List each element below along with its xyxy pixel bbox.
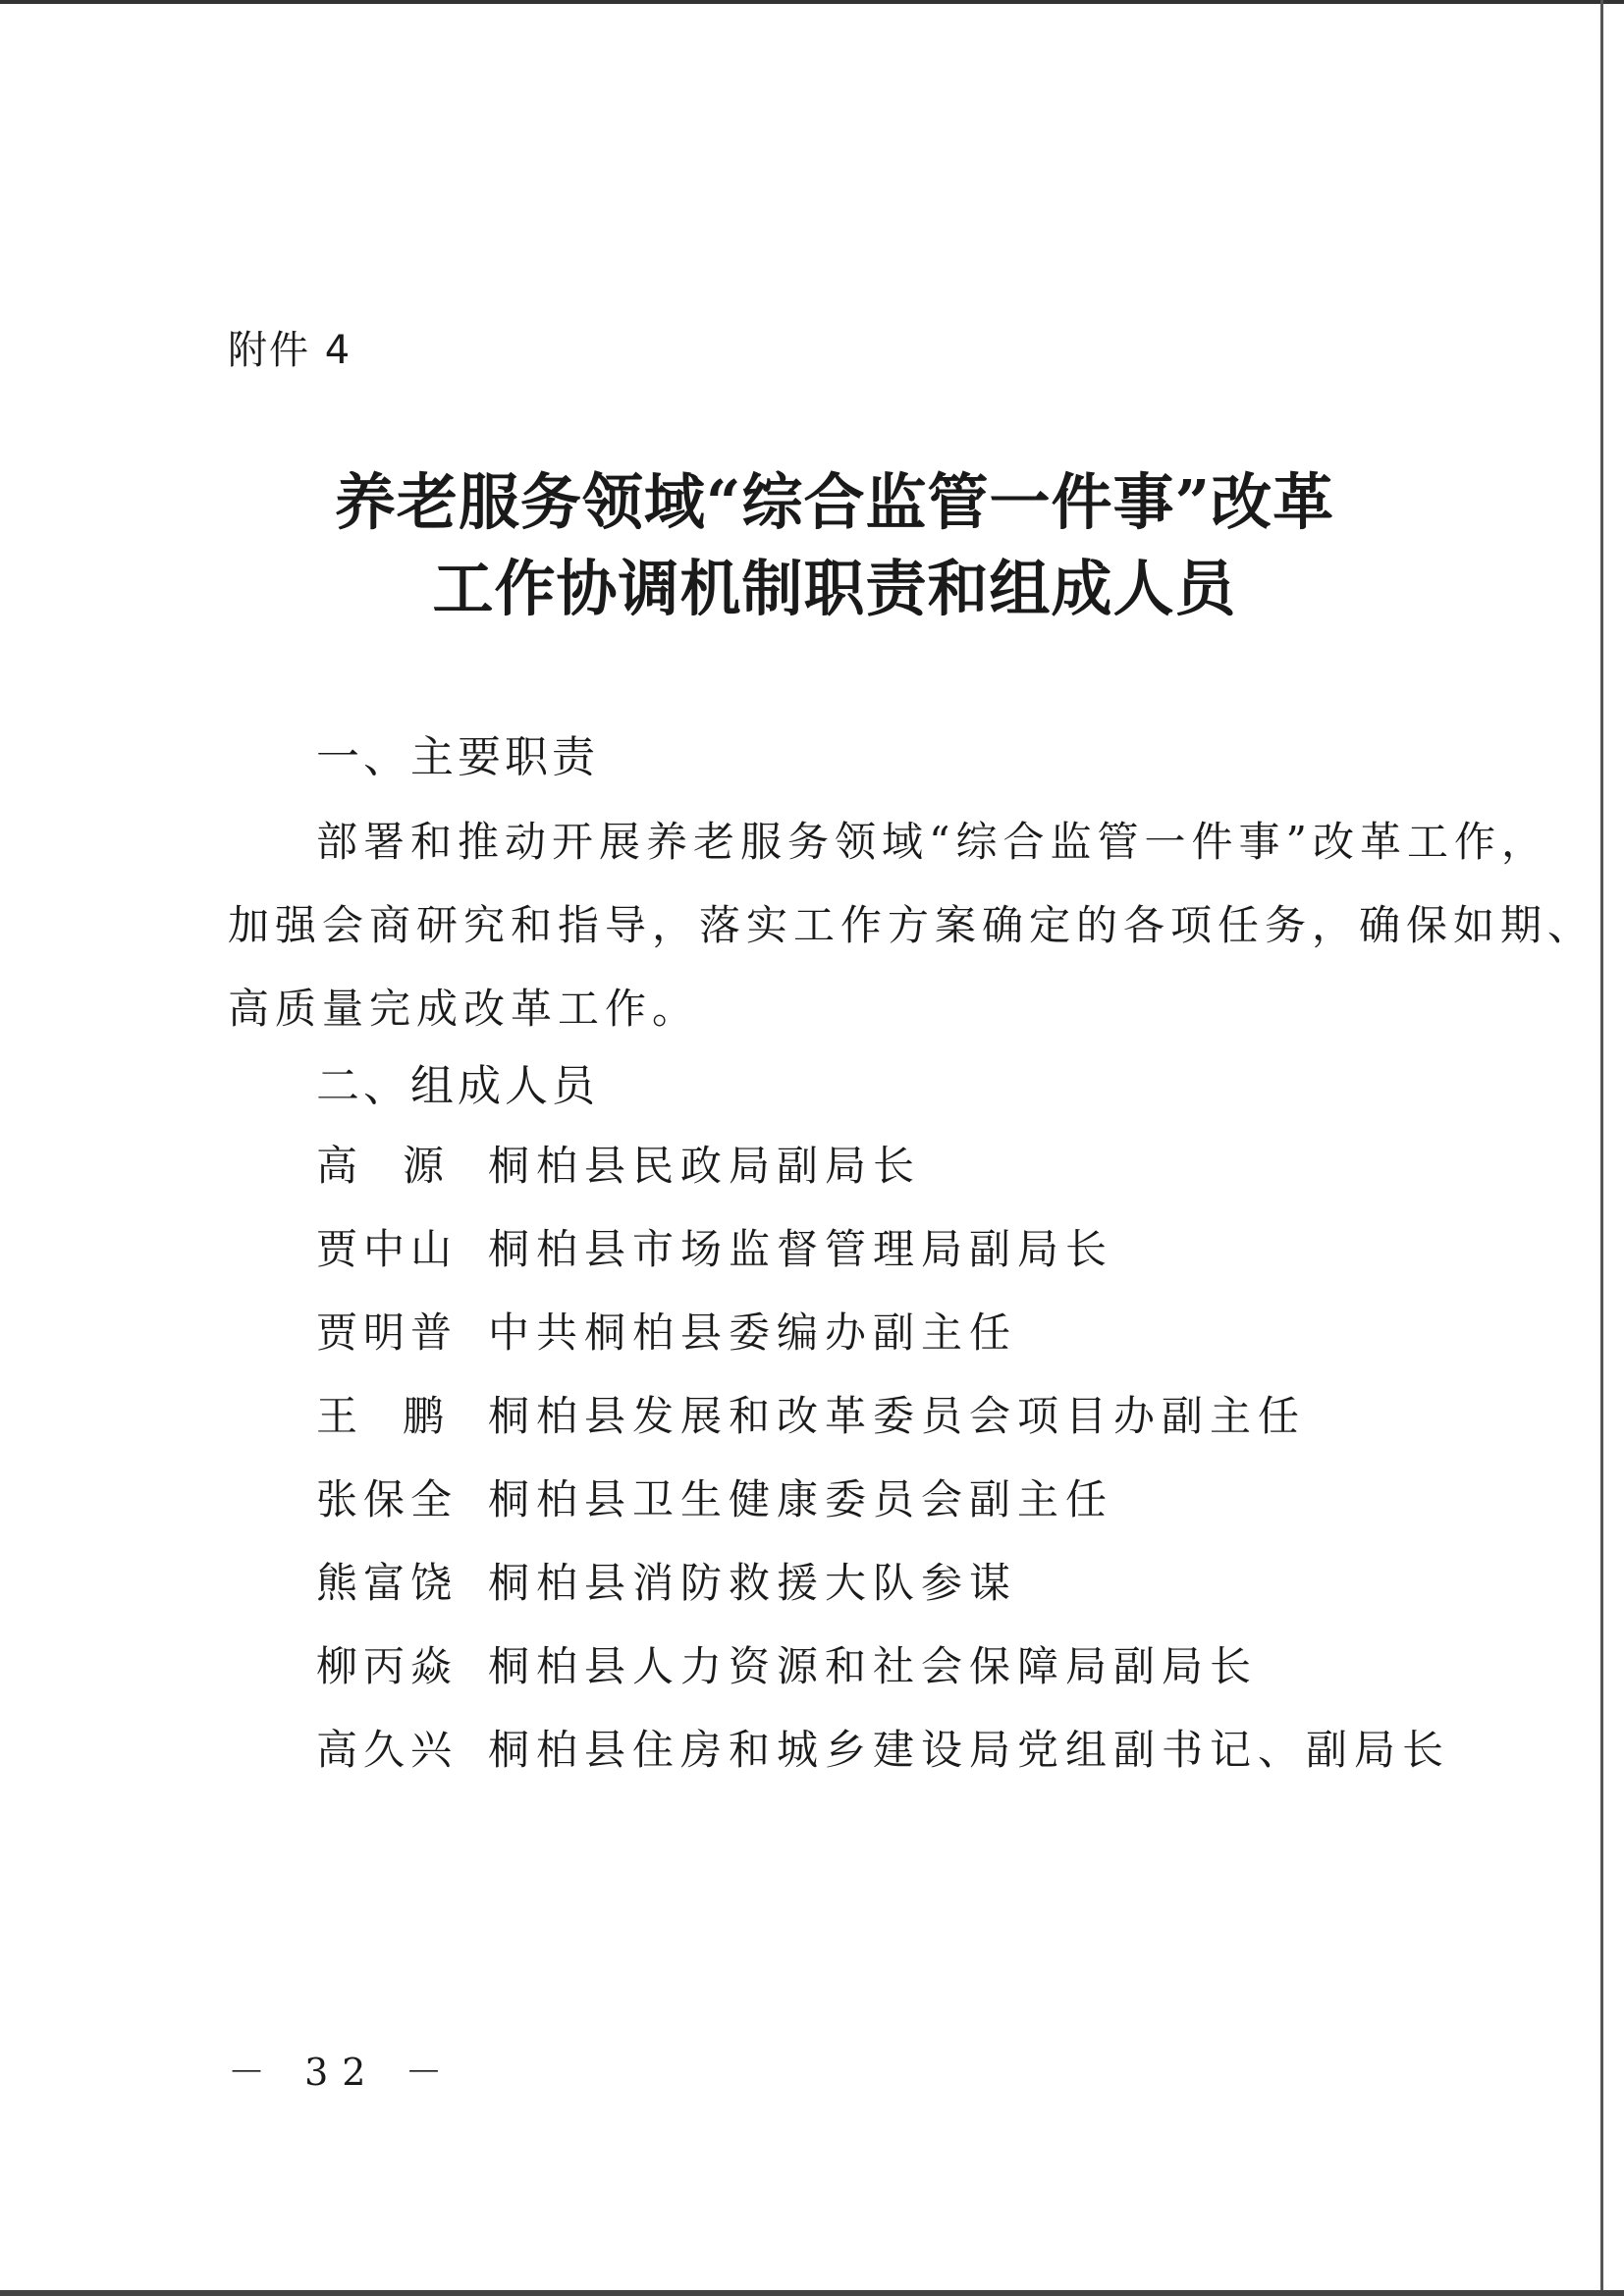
- document-title-line-1: 养老服务领域“综合监管一件事”改革: [334, 466, 1335, 538]
- member-name: 高久兴: [316, 1726, 459, 1774]
- member-name: 张保全: [316, 1475, 459, 1523]
- scan-right-border: [1600, 0, 1603, 2296]
- member-position: 桐柏县消防救援大队参谋: [488, 1559, 1018, 1607]
- responsibilities-paragraph-line-1: 部署和推动开展养老服务领域“综合监管一件事”改革工作，: [316, 818, 1548, 866]
- annex-label: 附件 4: [228, 328, 352, 373]
- scan-bottom-border: [0, 2290, 1624, 2296]
- responsibilities-paragraph-line-2: 加强会商研究和指导，落实工作方案确定的各项任务，确保如期、: [228, 901, 1596, 949]
- responsibilities-paragraph-line-3: 高质量完成改革工作。: [228, 985, 700, 1033]
- document-title-line-2: 工作协调机制职责和组成人员: [432, 553, 1237, 624]
- member-position: 桐柏县卫生健康委员会副主任: [488, 1475, 1114, 1523]
- page-number: － 32 －: [228, 2051, 457, 2094]
- member-name: 王鹏: [316, 1392, 490, 1440]
- member-name: 高源: [316, 1142, 490, 1190]
- scan-top-border: [0, 0, 1624, 4]
- member-position: 中共桐柏县委编办副主任: [488, 1308, 1018, 1357]
- member-name: 贾明普: [316, 1308, 459, 1357]
- member-position: 桐柏县人力资源和社会保障局副局长: [488, 1642, 1259, 1690]
- member-name: 熊富饶: [316, 1559, 459, 1607]
- section-heading-responsibilities: 一、主要职责: [316, 732, 599, 782]
- member-position: 桐柏县民政局副局长: [488, 1142, 922, 1190]
- member-position: 桐柏县市场监督管理局副局长: [488, 1225, 1114, 1273]
- member-name: 贾中山: [316, 1225, 459, 1273]
- member-name: 柳丙焱: [316, 1642, 459, 1690]
- member-position: 桐柏县住房和城乡建设局党组副书记、副局长: [488, 1726, 1451, 1774]
- section-heading-members: 二、组成人员: [316, 1061, 599, 1111]
- member-position: 桐柏县发展和改革委员会项目办副主任: [488, 1392, 1307, 1440]
